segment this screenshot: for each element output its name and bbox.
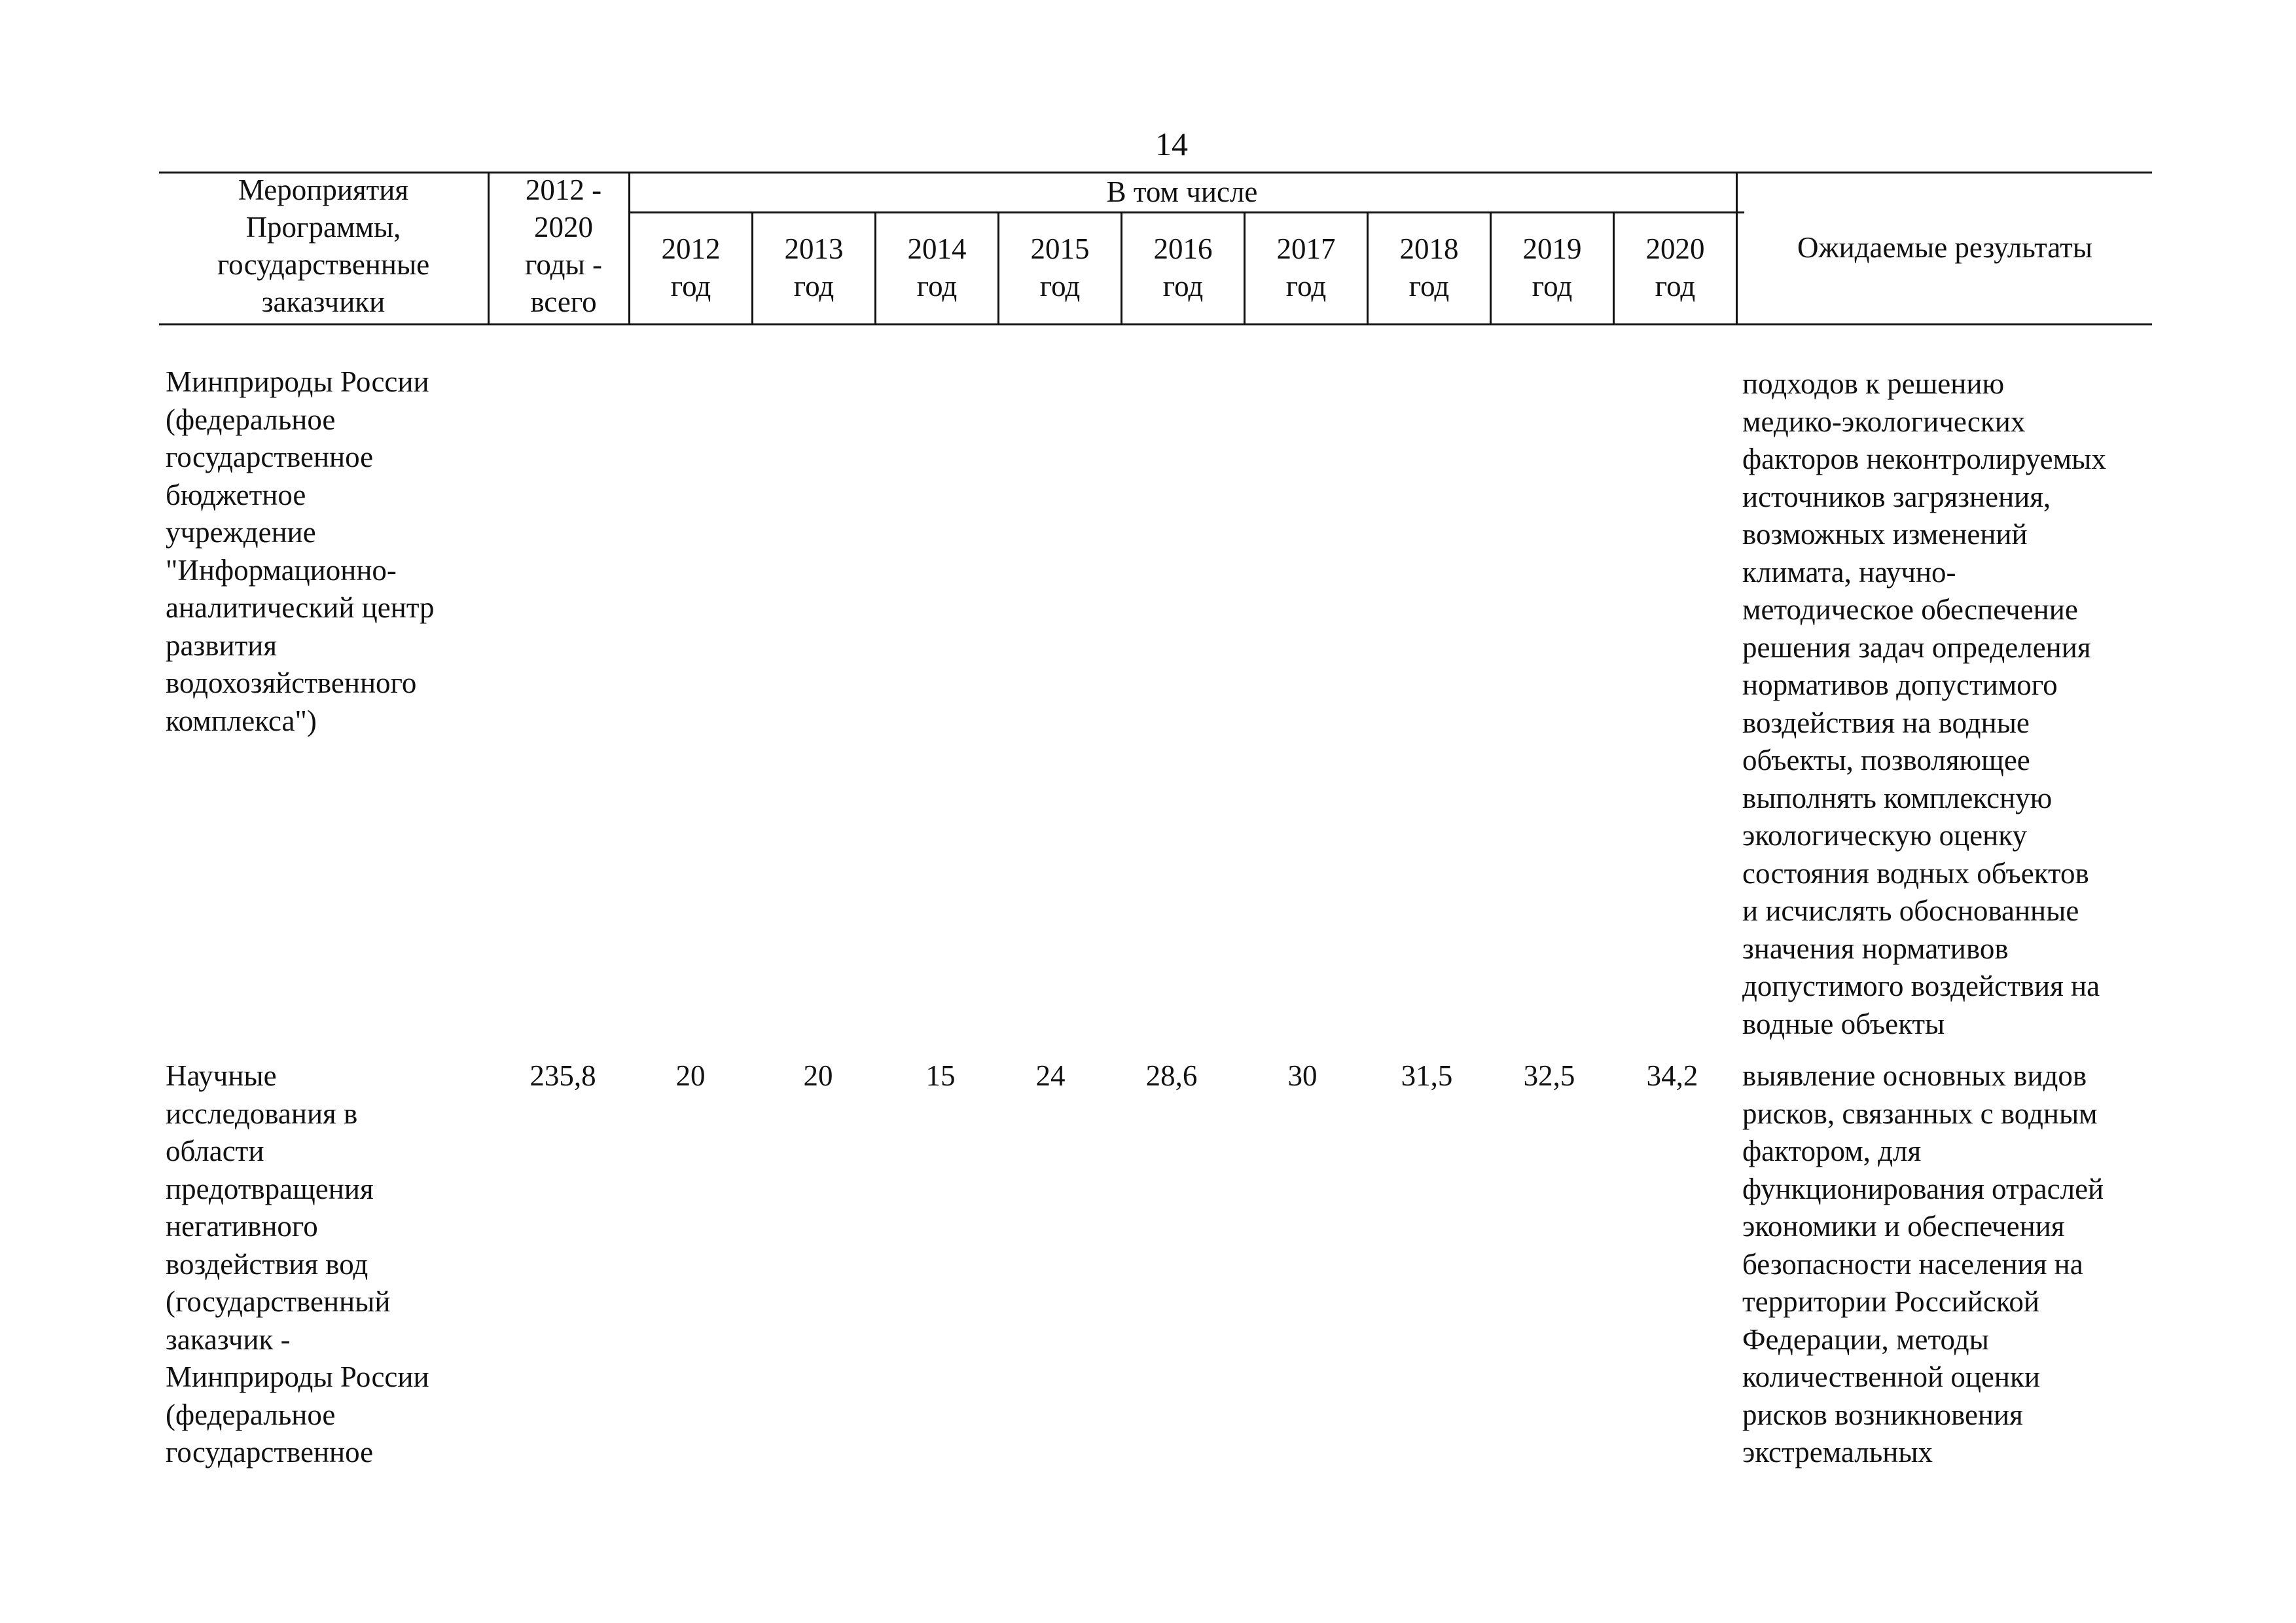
year-unit: год — [1285, 270, 1327, 302]
header-results: Ожидаемые результаты — [1797, 231, 2092, 264]
row-2-value-2013: 20 — [803, 1059, 833, 1092]
year-unit: год — [1532, 270, 1573, 302]
row-2-value-2017: 30 — [1287, 1059, 1318, 1092]
header-total: 2012 - 2020 годы - всего — [525, 173, 602, 318]
header-year-2019 — [1492, 230, 1613, 305]
row-2-value-2019: 32,5 — [1523, 1059, 1575, 1092]
year-unit: год — [1039, 270, 1081, 302]
year-label: 2012 — [661, 232, 721, 265]
row-1-activity: Минприроды России (федеральное государственное бюджетное учреждение "Информационно- аналитический центр развития водохозяйственного комплекса") — [166, 365, 435, 737]
year-label: 2014 — [907, 232, 967, 265]
header-year-2015 — [999, 230, 1121, 305]
year-unit: год — [916, 270, 958, 302]
row-2-value-2014: 15 — [925, 1059, 956, 1092]
header-year-2014 — [876, 230, 997, 305]
row-2-value-2020: 34,2 — [1646, 1059, 1698, 1092]
row-2-value-2016: 28,6 — [1145, 1059, 1198, 1092]
row-2-activity: Научные исследования в области предотвращения негативного воздействия вод (государственный заказчик - Минприроды России (федеральное государственное — [166, 1059, 429, 1468]
year-label: 2013 — [784, 232, 844, 265]
year-label: 2017 — [1276, 232, 1336, 265]
row-2-total: 235,8 — [529, 1059, 596, 1092]
row-2-value-2018: 31,5 — [1401, 1059, 1453, 1092]
row-2-value-2015: 24 — [1035, 1059, 1066, 1092]
header-year-2012 — [630, 230, 751, 305]
header-year-2017 — [1246, 230, 1367, 305]
row-1-results: подходов к решению медико-экологических факторов неконтролируемых источников загрязнения, возможных изменений климата, научно- методическое обеспечение решения задач определения нормативов допустимого воздействия на водные объекты, позволяющее выполнять комплексную экологическую оценку состояния водных объектов и исчислять обоснованные значения нормативов допустимого воздействия на водные объекты — [1742, 367, 2106, 1040]
year-unit: год — [1162, 270, 1204, 302]
header-activities: Мероприятия Программы, государственные заказчики — [217, 173, 430, 318]
year-label: 2015 — [1030, 232, 1090, 265]
year-label: 2019 — [1522, 232, 1582, 265]
header-including: В том числе — [1106, 175, 1258, 208]
row-2-value-2012: 20 — [675, 1059, 706, 1092]
year-unit: год — [1655, 270, 1696, 302]
year-unit: год — [1408, 270, 1450, 302]
subheader-divider — [628, 211, 1744, 213]
year-label: 2016 — [1153, 232, 1213, 265]
header-bottom-border — [159, 323, 2152, 325]
year-label: 2020 — [1645, 232, 1705, 265]
header-year-2018 — [1369, 230, 1490, 305]
year-unit: год — [670, 270, 711, 302]
year-label: 2018 — [1399, 232, 1459, 265]
header-year-2016 — [1122, 230, 1244, 305]
page-number: 14 — [1155, 126, 1188, 162]
year-unit: год — [793, 270, 834, 302]
col-divider-activities — [488, 172, 490, 323]
header-year-2013 — [753, 230, 874, 305]
header-year-2020 — [1615, 230, 1736, 305]
row-2-results: выявление основных видов рисков, связанных с водным фактором, для функционирования отраслей экономики и обеспечения безопасности населения на территории Российской Федерации, методы количественной оценки рисков возникновения экстремальных — [1742, 1059, 2104, 1468]
